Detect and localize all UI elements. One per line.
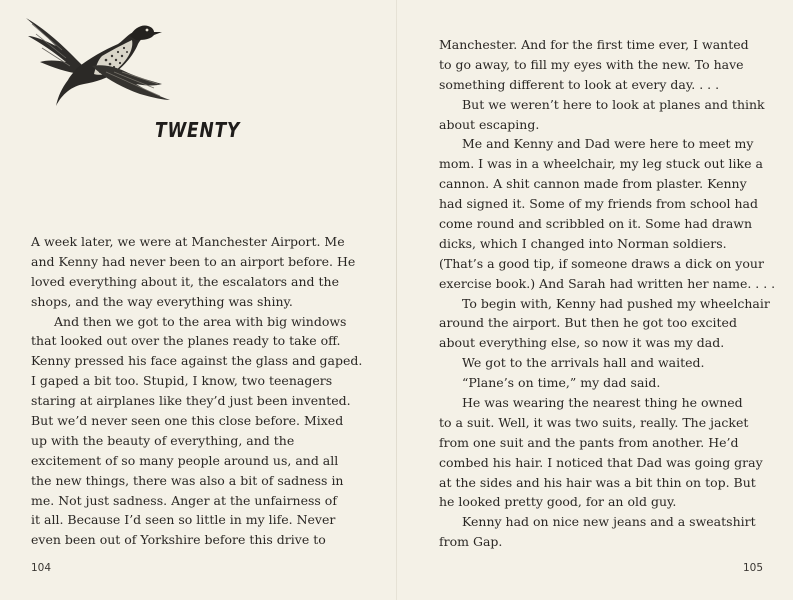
text-line: He was wearing the nearest thing he owned (462, 395, 743, 411)
text-line: staring at airplanes like they’d just been invented. (31, 393, 351, 409)
text-line: Manchester. And for the first time ever, I wanted (439, 37, 749, 52)
text-line: A week later, we were at Manchester Airport. Me (31, 234, 345, 249)
text-line: (That’s a good tip, if someone draws a dick on your (439, 255, 764, 271)
text-line: Kenny pressed his face against the glass and gaped. (31, 353, 363, 369)
text-line: about escaping. (439, 116, 540, 132)
text-line: to a suit. Well, it was two suits, really. The jacket (439, 414, 749, 430)
text-line: come round and scribbled on it. Some had drawn (439, 216, 753, 232)
text-line: And then we got to the area with big windows (54, 313, 347, 329)
text-line: from Gap. (439, 534, 503, 550)
text-line: To begin with, Kenny had pushed my wheelchair (462, 295, 770, 311)
text-line: up with the beauty of everything, and the (31, 432, 295, 448)
text-line: had signed it. Some of my friends from school had (439, 196, 758, 212)
text-line: that looked out over the planes ready to take off. (31, 333, 341, 349)
text-line: mom. I was in a wheelchair, my leg stuck out like a (439, 156, 763, 172)
page-number-left: 104 (31, 562, 52, 574)
text-line: cannon. A shit cannon made from plaster. Kenny (439, 176, 747, 192)
text-line: But we’d never seen one this close before. Mixed (31, 413, 344, 429)
text-line: We got to the arrivals hall and waited. (462, 355, 705, 371)
text-line: loved everything about it, the escalators and the (31, 273, 339, 289)
text-line: at the sides and his hair was a bit thin on top. But (439, 474, 756, 490)
text-line: I gaped a bit too. Stupid, I know, two teenagers (31, 373, 333, 389)
text-line: Kenny had on nice new jeans and a sweatshirt (462, 514, 756, 530)
page-number-right: 105 (742, 562, 763, 574)
right-page (397, 0, 793, 600)
text-line: the new things, there was also a bit of sadness in (31, 472, 344, 488)
text-line: about everything else, so now it was my dad. (439, 335, 725, 351)
text-line: even been out of Yorkshire before this drive to (31, 532, 326, 548)
left-page (0, 0, 396, 600)
chapter-title: TWENTY (155, 118, 241, 142)
text-line: dicks, which I changed into Norman soldiers. (439, 235, 727, 251)
text-line: exercise book.) And Sarah had written her name. . . . (439, 275, 776, 291)
text-line: combed his hair. I noticed that Dad was going gray (439, 454, 763, 470)
text-line: from one suit and the pants from another. He’d (439, 434, 739, 450)
right-page-text (439, 35, 775, 552)
text-line: excitement of so many people around us, and all (31, 452, 339, 468)
text-line: something different to look at every day. . . . (439, 76, 720, 92)
bird-illustration (22, 10, 172, 110)
text-line: “Plane’s on time,” my dad said. (462, 375, 661, 391)
text-line: Me and Kenny and Dad were here to meet my (462, 136, 754, 152)
text-line: he looked pretty good, for an old guy. (439, 494, 677, 510)
text-line: it all. Because I’d seen so little in my life. Never (31, 512, 336, 528)
text-line: shops, and the way everything was shiny. (31, 293, 293, 309)
left-page-text (31, 232, 362, 550)
text-line: to go away, to fill my eyes with the new. To have (439, 56, 744, 72)
text-line: and Kenny had never been to an airport before. He (31, 253, 356, 269)
text-line: But we weren’t here to look at planes and think (462, 96, 765, 112)
text-line: around the airport. But then he got too excited (439, 315, 737, 331)
text-line: me. Not just sadness. Anger at the unfairness of (31, 492, 337, 508)
